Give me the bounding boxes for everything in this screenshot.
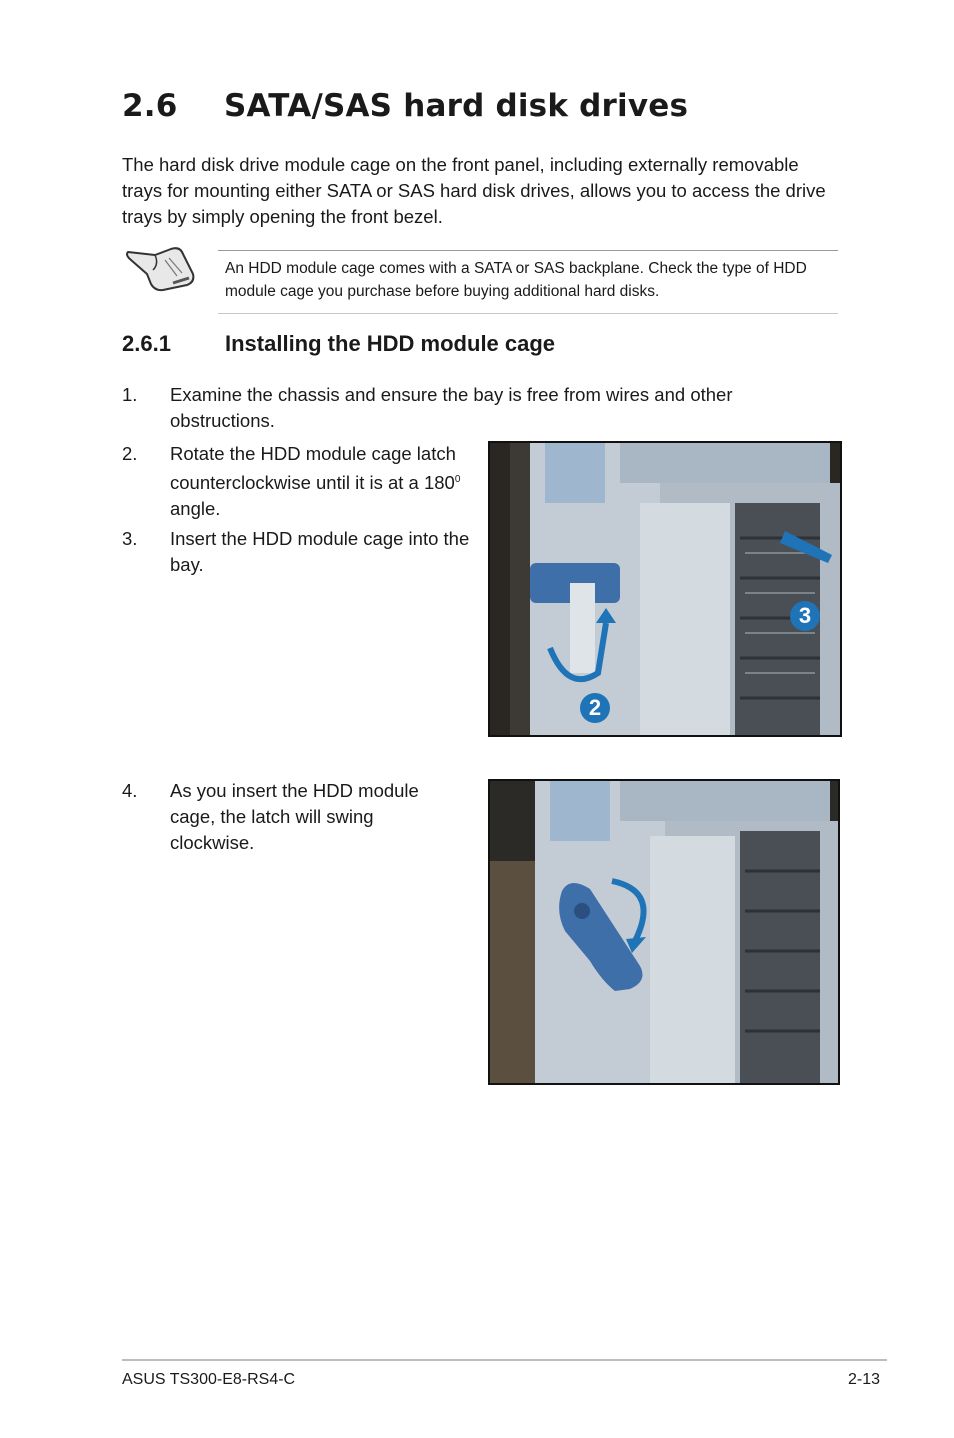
hdd-cage-latch-photo xyxy=(488,441,842,737)
step-text: Rotate the HDD module cage latch counterclockwise until it is at a $180^0$ angle. xyxy=(170,443,461,520)
callout-3: 3 xyxy=(790,601,820,631)
subsection-number: 2.6.1 xyxy=(122,331,171,356)
section-title: SATA/SAS hard disk drives xyxy=(224,88,689,124)
step-3 xyxy=(122,526,472,578)
footer-page-number: 2-13 xyxy=(848,1371,881,1388)
step-2 xyxy=(122,441,472,521)
callout-2: 2 xyxy=(580,693,610,723)
subsection-heading xyxy=(122,331,555,357)
note-bottom-rule xyxy=(218,313,838,314)
intro-paragraph: The hard disk drive module cage on the front panel, including externally removable trays for mounting either SATA or SAS hard disk drives, allows you to access the drive trays by simply opening the front bezel. xyxy=(122,154,826,227)
step-1 xyxy=(122,382,842,434)
step-text: Insert the HDD module cage into the bay. xyxy=(170,528,470,575)
section-heading xyxy=(122,88,688,124)
note-text: An HDD module cage comes with a SATA or SAS backplane. Check the type of HDD module cage you purchase before buying additional hard disks. xyxy=(225,260,807,300)
footer-product-name: ASUS TS300-E8-RS4-C xyxy=(122,1371,296,1388)
pointing-hand-icon xyxy=(125,238,197,294)
subsection-title: Installing the HDD module cage xyxy=(225,331,556,356)
section-number: 2.6 xyxy=(122,88,178,124)
step-text: Examine the chassis and ensure the bay is free from wires and other obstructions. xyxy=(170,384,733,431)
step-number: 4. xyxy=(122,780,138,801)
step-4 xyxy=(122,778,472,858)
step-number: 3. xyxy=(122,528,138,549)
footer-rule xyxy=(122,1359,887,1361)
step-number: 1. xyxy=(122,384,138,405)
step-number: 2. xyxy=(122,443,138,464)
latch-swing-photo xyxy=(488,779,840,1085)
step-text: As you insert the HDD module cage, the latch will swing clockwise. xyxy=(170,780,419,853)
note-top-rule xyxy=(218,250,838,251)
